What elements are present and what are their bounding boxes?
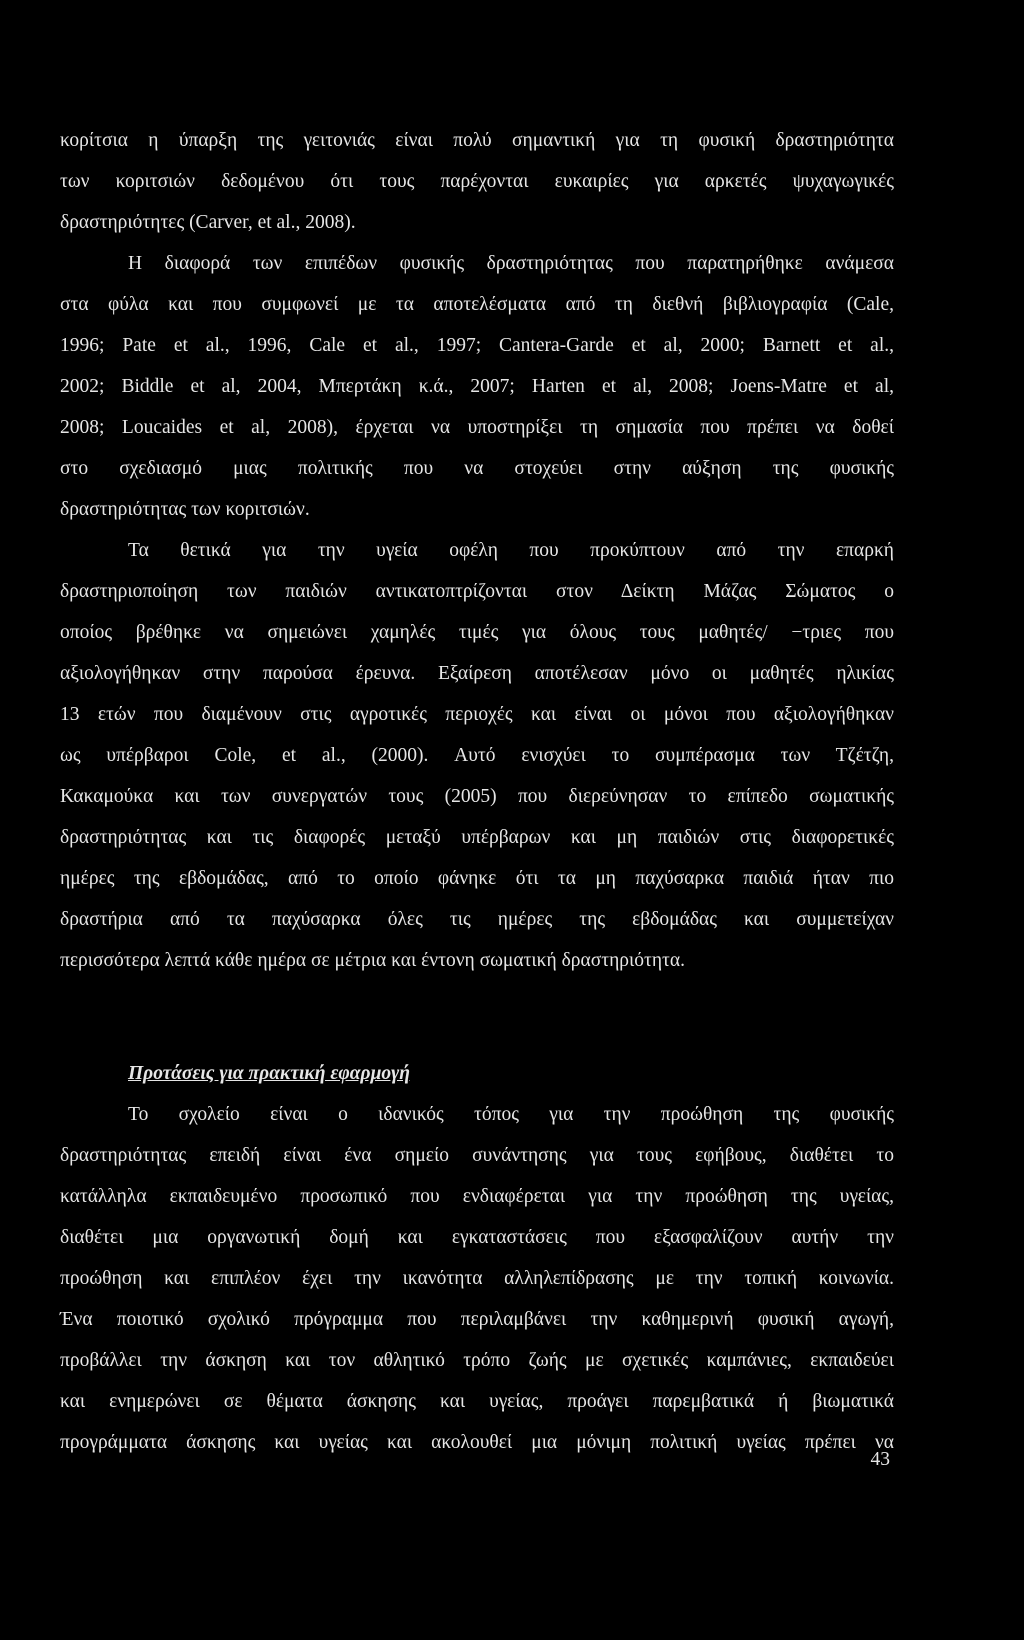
paragraph-line: Κακαμούκα και των συνεργατών τους (2005) που διερεύνησαν το επίπεδο σωματικής: [60, 786, 894, 807]
paragraph-line: διαθέτει μια οργανωτική δομή και εγκαταστάσεις που εξασφαλίζουν αυτήν την: [60, 1227, 894, 1248]
paragraph-gender-differences: [60, 243, 894, 530]
section-spacer: [60, 981, 894, 1053]
paragraph-line: κατάλληλα εκπαιδευμένο προσωπικό που ενδιαφέρεται για την προώθηση της υγείας,: [60, 1186, 894, 1207]
paragraph-line: 2008; Loucaides et al, 2008), έρχεται να υποστηρίξει τη σημασία που πρέπει να δοθεί: [60, 417, 894, 438]
document-page: [60, 120, 894, 1463]
paragraph-line: 2002; Biddle et al, 2004, Μπερτάκη κ.ά., 2007; Harten et al, 2008; Joens-Matre et al,: [60, 376, 894, 397]
paragraph-line: Το σχολείο είναι ο ιδανικός τόπος για την προώθηση της φυσικής: [128, 1104, 894, 1125]
paragraph-line: αξιολογήθηκαν στην παρούσα έρευνα. Εξαίρεση αποτέλεσαν μόνο οι μαθητές ηλικίας: [60, 663, 894, 684]
paragraph-line: 1996; Pate et al., 1996, Cale et al., 1997; Cantera-Garde et al, 2000; Barnett et al.,: [60, 335, 894, 356]
paragraph-line: δραστηριότητας των κοριτσιών.: [60, 499, 310, 520]
paragraph-line: δραστηριότητες (Carver, et al., 2008).: [60, 212, 356, 233]
paragraph-line: κορίτσια η ύπαρξη της γειτονιάς είναι πολύ σημαντική για τη φυσική δραστηριότητα: [60, 130, 894, 151]
paragraph-line: περισσότερα λεπτά κάθε ημέρα σε μέτρια και έντονη σωματική δραστηριότητα.: [60, 950, 685, 971]
paragraph-school: [60, 1094, 894, 1463]
paragraph-line: Τα θετικά για την υγεία οφέλη που προκύπτουν από την επαρκή: [128, 540, 894, 561]
paragraph-line: προώθηση και επιπλέον έχει την ικανότητα αλληλεπίδρασης με την τοπική κοινωνία.: [60, 1268, 894, 1289]
paragraph-line: και ενημερώνει σε θέματα άσκησης και υγείας, προάγει παρεμβατικά ή βιωματικά: [60, 1391, 894, 1412]
paragraph-line: οποίος βρέθηκε να σημειώνει χαμηλές τιμές για όλους τους μαθητές/ −τριες που: [60, 622, 894, 643]
paragraph-line: στα φύλα και που συμφωνεί με τα αποτελέσματα από τη διεθνή βιβλιογραφία (Cale,: [60, 294, 894, 315]
paragraph-line: ημέρες της εβδομάδας, από το οποίο φάνηκε ότι τα μη παχύσαρκα παιδιά ήταν πιο: [60, 868, 894, 889]
paragraph-bmi: [60, 530, 894, 981]
paragraph-line: των κοριτσιών δεδομένου ότι τους παρέχονται ευκαιρίες για αρκετές ψυχαγωγικές: [60, 171, 894, 192]
page-number: 43: [870, 1449, 890, 1470]
paragraph-line: δραστηριότητας επειδή είναι ένα σημείο συνάντησης για τους εφήβους, διαθέτει το: [60, 1145, 894, 1166]
paragraph-line: δραστηριότητας και τις διαφορές μεταξύ υπέρβαρων και μη παιδιών στις διαφορετικές: [60, 827, 894, 848]
paragraph-line: δραστήρια από τα παχύσαρκα όλες τις ημέρες της εβδομάδας και συμμετείχαν: [60, 909, 894, 930]
paragraph-line: στο σχεδιασμό μιας πολιτικής που να στοχεύει στην αύξηση της φυσικής: [60, 458, 894, 479]
paragraph-line: Η διαφορά των επιπέδων φυσικής δραστηριότητας που παρατηρήθηκε ανάμεσα: [128, 253, 894, 274]
paragraph-line: προβάλλει την άσκηση και τον αθλητικό τρόπο ζωής με σχετικές καμπάνιες, εκπαιδεύει: [60, 1350, 894, 1371]
paragraph-line: ως υπέρβαροι Cole, et al., (2000). Αυτό ενισχύει το συμπέρασμα των Τζέτζη,: [60, 745, 894, 766]
paragraph-line: προγράμματα άσκησης και υγείας και ακολουθεί μια μόνιμη πολιτική υγείας πρέπει να: [60, 1432, 894, 1453]
paragraph-neighborhood: [60, 120, 894, 243]
paragraph-line: 13 ετών που διαμένουν στις αγροτικές περιοχές και είναι οι μόνοι που αξιολογήθηκαν: [60, 704, 894, 725]
paragraph-line: Ένα ποιοτικό σχολικό πρόγραμμα που περιλαμβάνει την καθημερινή φυσική αγωγή,: [60, 1309, 894, 1330]
paragraph-line: δραστηριοποίηση των παιδιών αντικατοπτρίζονται στον Δείκτη Μάζας Σώματος ο: [60, 581, 894, 602]
section-heading: Προτάσεις για πρακτική εφαρμογή: [128, 1063, 410, 1084]
